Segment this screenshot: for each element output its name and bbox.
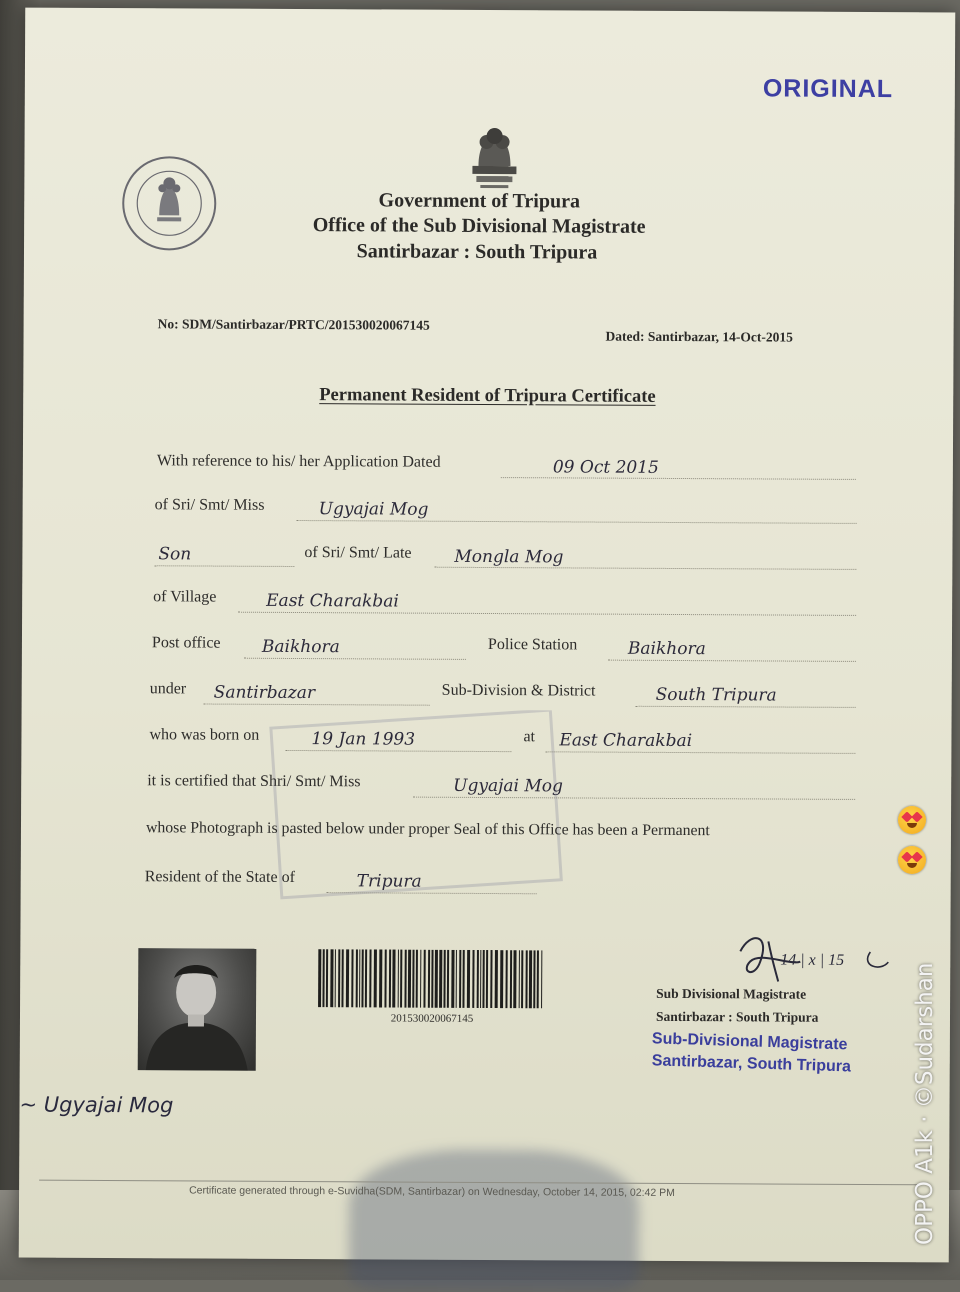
village-line [238, 611, 856, 616]
barcode-bar [379, 949, 382, 1007]
applicant-name-label: of Sri/ Smt/ Miss [154, 496, 265, 514]
barcode-bar [541, 950, 542, 1008]
barcode-bar [443, 950, 445, 1008]
barcode-bar [510, 950, 512, 1008]
barcode-bar [384, 949, 386, 1007]
police-station-line [608, 659, 856, 662]
barcode-bar [533, 950, 535, 1008]
reference-number: No: SDM/Santirbazar/PRTC/201530020067145 [157, 316, 430, 333]
applicant-name-line [297, 519, 857, 524]
subdivision-district-value: South Tripura [655, 684, 777, 706]
header-government: Government of Tripura [378, 189, 581, 213]
village-value: East Charakbai [266, 590, 399, 612]
post-office-value: Baikhora [261, 636, 340, 658]
barcode-bar [459, 950, 461, 1008]
certified-name-label: it is certified that Shri/ Smt/ Miss [147, 772, 361, 791]
barcode-bar [389, 949, 391, 1007]
holder-signature: ~ Ugyajai Mog [19, 1092, 174, 1118]
barcode-bar [537, 950, 539, 1008]
police-station-label: Police Station [487, 636, 578, 654]
barcode-bar [361, 949, 363, 1007]
barcode-bar [359, 949, 360, 1007]
heart-eyes-emoji-icon [898, 806, 926, 834]
barcode-bar [495, 950, 498, 1008]
father-name-label: of Sri/ Smt/ Late [304, 544, 412, 562]
barcode-bar [477, 950, 479, 1008]
barcode-bar [346, 949, 349, 1007]
under-label: under [149, 680, 187, 698]
barcode-bar [467, 950, 470, 1008]
certificate-title: Permanent Resident of Tripura Certificate [319, 385, 656, 407]
barcode-bar [338, 949, 340, 1007]
birth-date-value: 19 Jan 1993 [311, 729, 416, 750]
header-location: Santirbazar : South Tripura [356, 240, 598, 264]
police-station-value: Baikhora [627, 638, 706, 660]
resident-state-value: Tripura [356, 871, 422, 892]
birth-place-label: at [523, 728, 536, 746]
barcode-bar [412, 950, 414, 1008]
barcode-bar [423, 950, 425, 1008]
issue-date: Dated: Santirbazar, 14-Oct-2015 [605, 328, 793, 345]
heart-eyes-emoji-icon [898, 846, 926, 874]
barcode [316, 949, 548, 1010]
post-office-line [244, 657, 466, 660]
barcode-bar [519, 950, 520, 1008]
barcode-bar [369, 949, 371, 1007]
barcode-bar [472, 950, 474, 1008]
signatory-location: Santirbazar : South Tripura [655, 1008, 819, 1025]
birth-place-line [545, 750, 855, 754]
barcode-bar [365, 949, 367, 1007]
barcode-bar [456, 950, 457, 1008]
barcode-bar [490, 950, 492, 1008]
village-label: of Village [153, 588, 217, 606]
birth-date-label: who was born on [149, 726, 260, 744]
father-name-value: Mongla Mog [454, 546, 564, 568]
barcode-bar [341, 949, 343, 1007]
barcode-bar [408, 950, 411, 1008]
barcode-bar [400, 950, 402, 1008]
camera-watermark: OPPO A1k · ©Sudarshan [912, 962, 938, 1245]
barcode-bar [435, 950, 438, 1008]
under-line [204, 703, 430, 706]
applicant-photo [138, 948, 257, 1071]
signature-date: 14 | x | 15 [780, 951, 845, 969]
header-office: Office of the Sub Divisional Magistrate [312, 214, 646, 238]
barcode-bar [398, 950, 399, 1008]
generation-footer: Certificate generated through e-Suvidha(SDM, Santirbazar) on Wednesday, October 14, 2015, 02:42 PM [189, 1184, 675, 1199]
signatory-stamp-location: Santirbazar, South Tripura [651, 1052, 852, 1076]
barcode-bar [420, 950, 421, 1008]
barcode-bar [486, 950, 488, 1008]
barcode-bar [318, 949, 321, 1007]
barcode-bar [521, 950, 523, 1008]
relation-value: Son [158, 544, 192, 565]
barcode-bar [525, 950, 527, 1008]
application-date-value: 09 Oct 2015 [552, 457, 659, 478]
barcode-bar [500, 950, 503, 1008]
barcode-bar [451, 950, 454, 1008]
state-emblem-icon [464, 120, 524, 194]
barcode-bar [431, 950, 433, 1008]
certified-name-value: Ugyajai Mog [453, 775, 563, 797]
barcode-bar [482, 950, 484, 1008]
relation-line [154, 564, 294, 567]
barcode-bar [439, 950, 442, 1008]
under-value: Santirbazar [213, 682, 316, 704]
resident-state-label: Resident of the State of [144, 868, 295, 886]
barcode-bar [480, 950, 481, 1008]
barcode-bar [428, 950, 430, 1008]
barcode-bar [335, 949, 336, 1007]
barcode-bar [462, 950, 464, 1008]
applicant-name-value: Ugyajai Mog [318, 499, 429, 520]
barcode-bar [322, 949, 324, 1007]
post-office-label: Post office [151, 634, 221, 652]
finger-shadow [349, 1149, 640, 1291]
barcode-bar [374, 949, 377, 1007]
barcode-bar [404, 950, 406, 1008]
barcode-bar [416, 950, 418, 1008]
signatory-title: Sub Divisional Magistrate [656, 985, 807, 1002]
barcode-number: 201530020067145 [390, 1012, 474, 1025]
original-stamp: ORIGINAL [762, 74, 894, 104]
barcode-bar [330, 949, 333, 1007]
certificate-paper [19, 8, 956, 1263]
barcode-bar [447, 950, 449, 1008]
barcode-bar [326, 949, 328, 1007]
barcode-bar [392, 950, 395, 1008]
subdivision-district-label: Sub-Division & District [441, 681, 596, 700]
birth-place-value: East Charakbai [559, 730, 693, 752]
barcode-bar [529, 950, 532, 1008]
barcode-bar [505, 950, 507, 1008]
signatory-stamp-title: Sub-Divisional Magistrate [651, 1030, 848, 1054]
application-date-label: With reference to his/ her Application Dated [156, 452, 441, 471]
barcode-bar [513, 950, 516, 1008]
barcode-bar [351, 949, 353, 1007]
barcode-bar [356, 949, 358, 1007]
photograph-statement: whose Photograph is pasted below under proper Seal of this Office has been a Permanent [145, 819, 710, 840]
